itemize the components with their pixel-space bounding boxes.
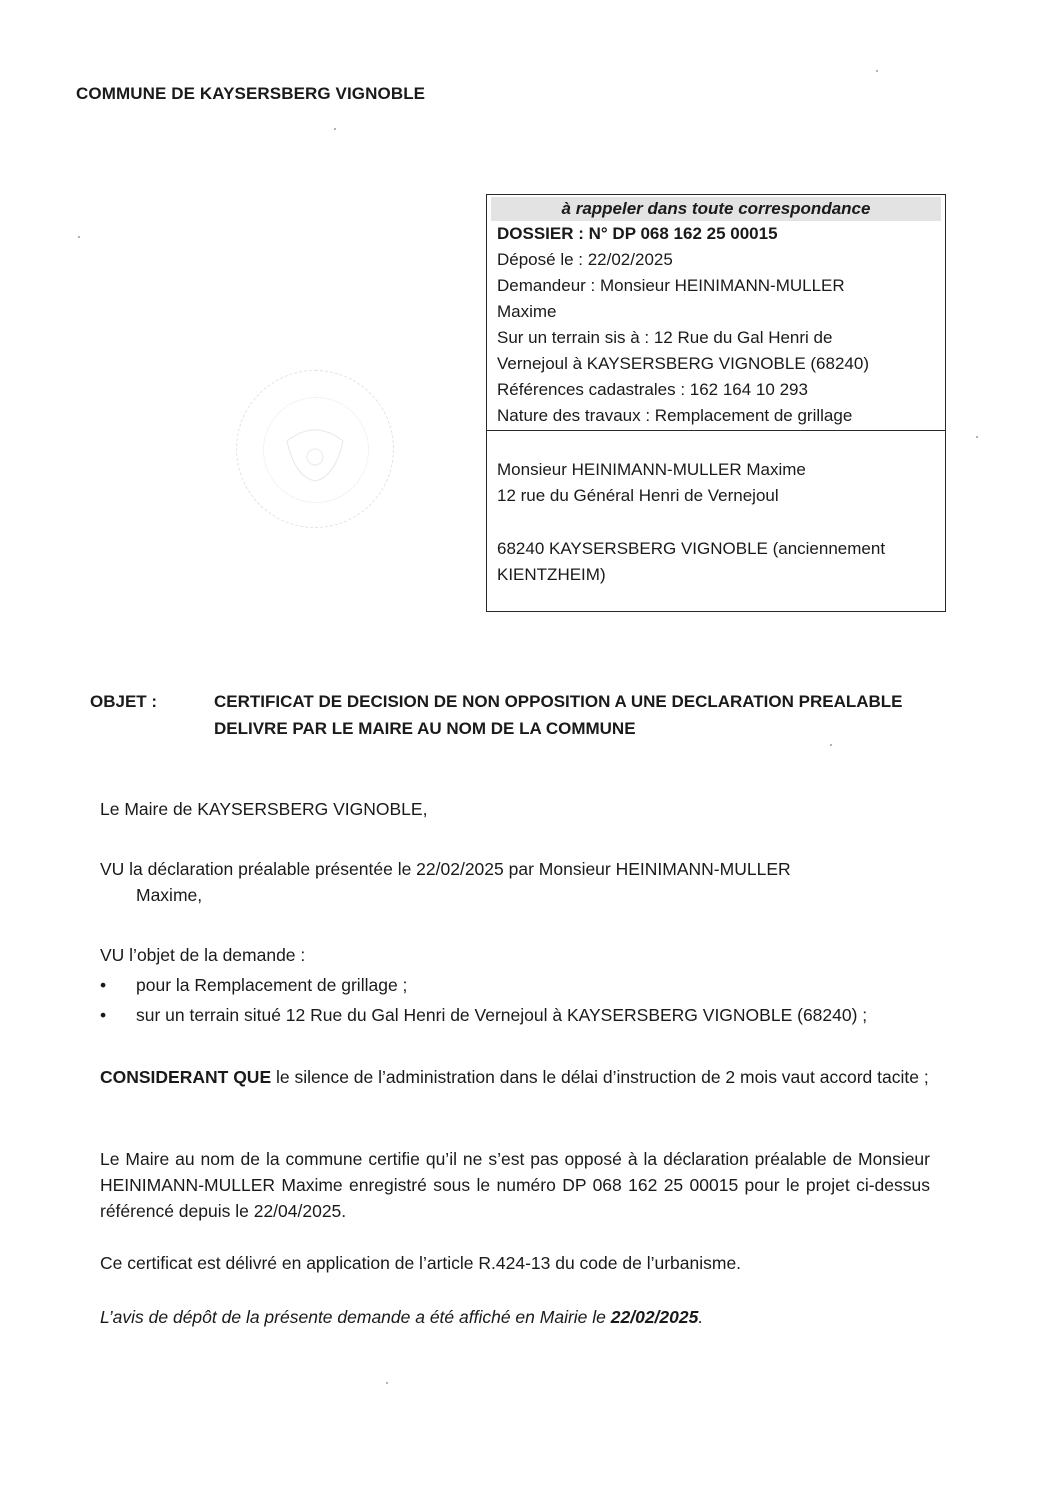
scan-speck: [78, 236, 80, 238]
dossier-box: [486, 194, 946, 612]
scan-speck: [876, 70, 878, 72]
list-item: • pour la Remplacement de grillage ;: [100, 972, 407, 998]
vu-declaration-line-1: VU la déclaration préalable présentée le 22/02/2025 par Monsieur HEINIMANN-MULLER: [100, 859, 791, 879]
box-banner: à rappeler dans toute correspondance: [491, 197, 941, 221]
considerant-paragraph: CONSIDERANT QUE le silence de l’administration dans le délai d’instruction de 2 mois vaut accord tacite ;: [100, 1067, 929, 1087]
address-street: 12 rue du Général Henri de Vernejoul: [497, 486, 779, 505]
official-stamp-icon: [236, 370, 394, 528]
avis-depot-line: L’avis de dépôt de la présente demande a été affiché en Mairie le 22/02/2025.: [100, 1307, 704, 1327]
cadastre-refs: Références cadastrales : 162 164 10 293: [497, 380, 808, 399]
demandeur-line-2: Maxime: [497, 302, 557, 321]
article-line: Ce certificat est délivré en application de l’article R.424-13 du code de l’urbanisme.: [100, 1253, 742, 1273]
objet-label: OBJET :: [90, 692, 158, 711]
objet-line-2: DELIVRE PAR LE MAIRE AU NOM DE LA COMMUNE: [214, 719, 636, 738]
demandeur-line-1: Demandeur : Monsieur HEINIMANN-MULLER: [497, 276, 845, 295]
box-divider: [487, 430, 945, 431]
commune-heading: COMMUNE DE KAYSERSBERG VIGNOBLE: [76, 84, 426, 103]
vu-objet: VU l’objet de la demande :: [100, 945, 306, 965]
maire-line: Le Maire de KAYSERSBERG VIGNOBLE,: [100, 799, 428, 819]
address-name: Monsieur HEINIMANN-MULLER Maxime: [497, 460, 806, 479]
vu-declaration-line-2: Maxime,: [136, 885, 203, 905]
considerant-keyword: CONSIDERANT QUE: [100, 1067, 272, 1087]
dossier-number: DOSSIER : N° DP 068 162 25 00015: [497, 224, 778, 243]
terrain-line-1: Sur un terrain sis à : 12 Rue du Gal Henri de: [497, 328, 833, 347]
objet-title: [214, 688, 903, 742]
list-item: • sur un terrain situé 12 Rue du Gal Henri de Vernejoul à KAYSERSBERG VIGNOBLE (68240) ;: [100, 1002, 867, 1028]
depose-date: Déposé le : 22/02/2025: [497, 250, 673, 269]
scan-speck: [830, 744, 832, 746]
scan-speck: [976, 436, 978, 438]
nature-travaux: Nature des travaux : Remplacement de grillage: [497, 406, 853, 425]
bullet-icon: •: [100, 1005, 107, 1025]
address-former: KIENTZHEIM): [497, 565, 606, 584]
bullet-icon: •: [100, 975, 107, 995]
objet-line-1: CERTIFICAT DE DECISION DE NON OPPOSITION A UNE DECLARATION PREALABLE: [214, 692, 903, 711]
certifie-paragraph: Le Maire au nom de la commune certifie qu’il ne s’est pas opposé à la déclaration préalable de Monsieur HEINIMANN-MULLER Maxime enregistré sous le numéro DP 068 162 25 00015 pour le projet ci-dessus référencé depuis le 22/04/2025.: [100, 1149, 930, 1221]
address-city: 68240 KAYSERSBERG VIGNOBLE (anciennement: [497, 539, 886, 558]
avis-date: 22/02/2025: [610, 1307, 699, 1327]
scan-speck: [386, 1382, 388, 1384]
terrain-line-2: Vernejoul à KAYSERSBERG VIGNOBLE (68240): [497, 354, 869, 373]
scan-speck: [334, 128, 336, 130]
